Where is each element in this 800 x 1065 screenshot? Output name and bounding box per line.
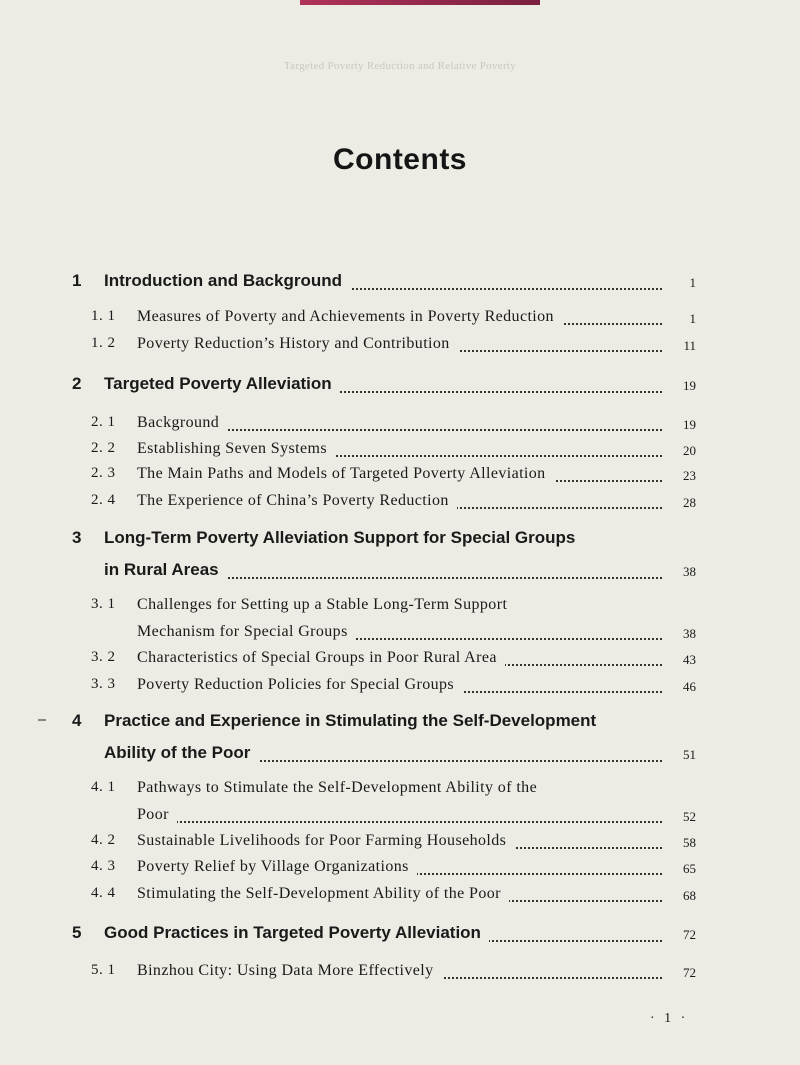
page-title: Contents [333, 143, 467, 176]
toc-entry-title: Characteristics of Special Groups in Poor Rural Area [137, 649, 692, 667]
toc-entry-title: Introduction and Background [104, 271, 692, 291]
toc-page-number: 19 [683, 378, 696, 393]
toc-entry-title: Ability of the Poor [104, 743, 692, 763]
toc-entry-title: in Rural Areas [104, 560, 692, 580]
toc-entry-title: Targeted Poverty Alleviation [104, 374, 692, 394]
toc-entry-title: Challenges for Setting up a Stable Long-Term Support [137, 596, 692, 614]
toc-chapter-entry [0, 374, 800, 398]
toc-section-entry [0, 335, 800, 359]
toc-entry-title: The Experience of China’s Poverty Reduction [137, 492, 692, 510]
toc-entry-number: 2. 1 [91, 414, 116, 430]
toc-chapter-entry [0, 743, 800, 767]
toc-entry-number: 2. 4 [91, 492, 116, 508]
toc-entry-number: 2. 3 [91, 465, 116, 481]
toc-section-entry [0, 779, 800, 803]
toc-dot-leader [137, 819, 662, 823]
toc-page-number: 51 [683, 747, 696, 762]
toc-section-entry [0, 676, 800, 700]
toc-entry-title: Establishing Seven Systems [137, 440, 692, 458]
toc-entry-title: Poor [137, 806, 692, 824]
toc-page-number: 38 [683, 564, 696, 579]
toc-entry-number: 3. 1 [91, 596, 116, 612]
toc-page-number: 23 [683, 468, 696, 483]
toc-page-number: 72 [683, 965, 696, 980]
toc-page-number: 19 [683, 417, 696, 432]
toc-entry-number: 4. 1 [91, 779, 116, 795]
toc-section-entry [0, 832, 800, 856]
toc-entry-number: 4. 2 [91, 832, 116, 848]
toc-section-entry [0, 806, 800, 830]
toc-page-number: 68 [683, 888, 696, 903]
toc-section-entry [0, 858, 800, 882]
toc-entry-number: 3. 3 [91, 676, 116, 692]
top-edge-band [300, 0, 540, 5]
toc-section-entry [0, 465, 800, 489]
toc-page-number: 43 [683, 652, 696, 667]
toc-page-number: 38 [683, 626, 696, 641]
toc-page-number: 72 [683, 927, 696, 942]
toc-section-entry [0, 962, 800, 986]
toc-entry-number: 1. 2 [91, 335, 116, 351]
toc-section-entry [0, 414, 800, 438]
toc-page-number: 58 [683, 835, 696, 850]
toc-entry-title: Sustainable Livelihoods for Poor Farming Households [137, 832, 692, 850]
running-head-show-through: Targeted Poverty Reduction and Relative Poverty [283, 60, 517, 72]
toc-section-entry [0, 440, 800, 464]
toc-entry-number: 1 [72, 271, 82, 290]
toc-entry-title: Stimulating the Self-Development Ability of the Poor [137, 885, 692, 903]
toc-entry-title: Good Practices in Targeted Poverty Alleviation [104, 923, 692, 943]
toc-page-number: 46 [683, 679, 696, 694]
toc-section-entry [0, 623, 800, 647]
toc-entry-number: 4. 4 [91, 885, 116, 901]
toc-page-number: 28 [683, 495, 696, 510]
toc-chapter-entry [0, 923, 800, 947]
toc-chapter-entry [0, 528, 800, 552]
toc-entry-title: Poverty Reduction Policies for Special Groups [137, 676, 692, 694]
toc-page-number: 1 [689, 311, 696, 326]
toc-section-entry [0, 596, 800, 620]
toc-page-number: 1 [689, 275, 696, 290]
toc-entry-number: 4. 3 [91, 858, 116, 874]
toc-entry-title: Long-Term Poverty Alleviation Support for Special Groups [104, 528, 692, 548]
toc-entry-title: Measures of Poverty and Achievements in Poverty Reduction [137, 308, 692, 326]
toc-page-number: 11 [683, 338, 696, 353]
page-number: · 1 · [650, 1011, 689, 1026]
toc-entry-number: 5. 1 [91, 962, 116, 978]
toc-entry-number: 2. 2 [91, 440, 116, 456]
toc-entry-title: Mechanism for Special Groups [137, 623, 692, 641]
toc-entry-number: 5 [72, 923, 82, 942]
toc-chapter-entry [0, 560, 800, 584]
toc-section-entry [0, 308, 800, 332]
toc-section-entry [0, 649, 800, 673]
toc-entry-number: 3 [72, 528, 82, 547]
toc-entry-title: Binzhou City: Using Data More Effectively [137, 962, 692, 980]
toc-entry-title: Background [137, 414, 692, 432]
toc-entry-number: 4 [72, 711, 82, 730]
toc-entry-number: 3. 2 [91, 649, 116, 665]
toc-page-number: 52 [683, 809, 696, 824]
toc-entry-number: 1. 1 [91, 308, 116, 324]
toc-entry-number: 2 [72, 374, 82, 393]
toc-entry-title: Poverty Relief by Village Organizations [137, 858, 692, 876]
toc-section-entry [0, 492, 800, 516]
toc-entry-title: Practice and Experience in Stimulating the Self-Development [104, 711, 692, 731]
toc-chapter-entry [0, 711, 800, 735]
toc-chapter-entry [0, 271, 800, 295]
toc-section-entry [0, 885, 800, 909]
toc-entry-title: The Main Paths and Models of Targeted Poverty Alleviation [137, 465, 692, 483]
toc-entry-title: Pathways to Stimulate the Self-Development Ability of the [137, 779, 692, 797]
toc-page-number: 20 [683, 443, 696, 458]
toc-page-number: 65 [683, 861, 696, 876]
toc-entry-title: Poverty Reduction’s History and Contribution [137, 335, 692, 353]
